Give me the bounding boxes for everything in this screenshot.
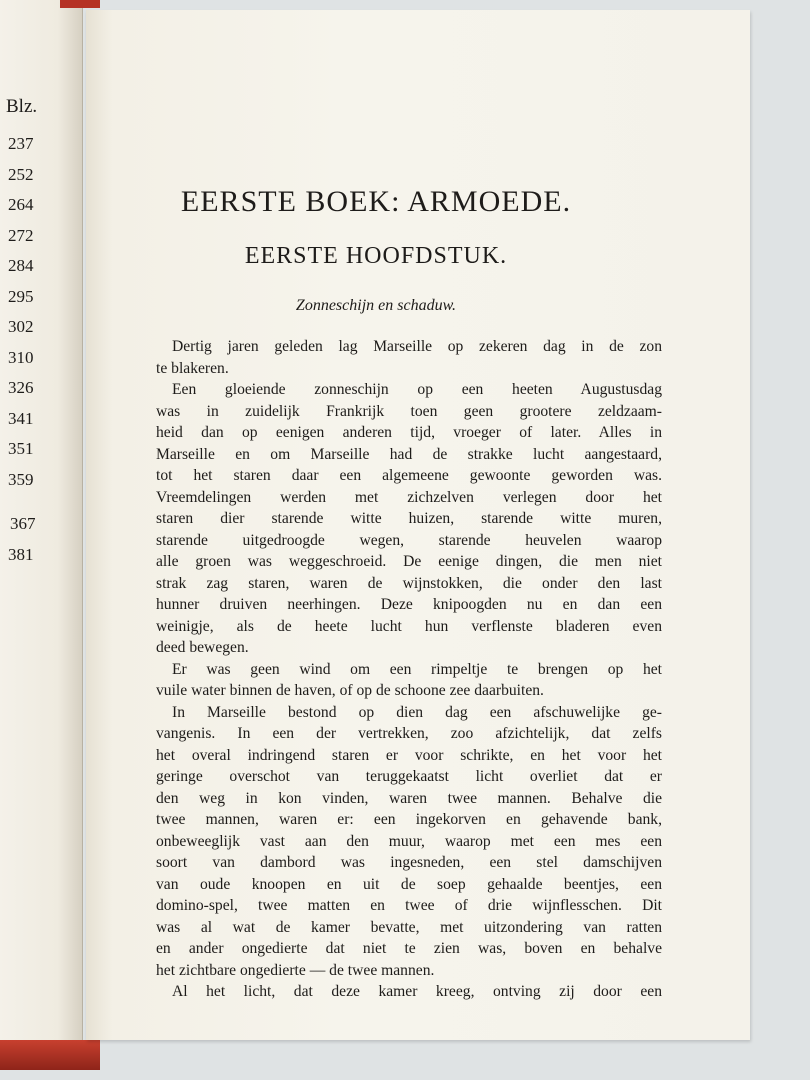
text-line: domino-spel, twee matten en twee of drie wijnflesschen. Dit [156,897,662,914]
text-line: heid dan op eenigen anderen tijd, vroeger of later. Alles in [156,424,662,441]
text-line: en ander ongedierte dat niet te zien was, boven en behalve [156,940,662,957]
text-line: twee mannen, waren er: een ingekorven en gehavende bank, [156,811,662,828]
text-line: weinigje, als de heete lucht hun verflenste bladeren even [156,617,662,635]
toc-page-number: 302 [8,317,34,336]
text-line: starende uitgedroogde wegen, starende heuvelen waarop [156,531,662,549]
text-line: soort van dambord was ingesneden, een stel damschijven [156,854,662,871]
toc-page-number: 284 [8,256,34,275]
toc-page-number: 359 [8,469,34,489]
toc-page-number: 351 [8,439,34,458]
text-line: den weg in kon vinden, waren twee mannen. Behalve die [156,789,662,807]
text-line: In Marseille bestond op dien dag een afschuwelijke ge- [172,703,662,721]
toc-page-header: Blz. [6,96,38,117]
text-line: geringe overschot van teruggekaatst licht overliet dat er [156,768,662,785]
toc-page-number: 326 [8,378,34,397]
chapter-title: EERSTE HOOFDSTUK. [244,243,508,269]
text-line: onbeweeglijk vast aan den muur, waarop met een mes een [156,832,662,850]
text-line: hunner druiven neerhingen. Deze knipoogden nu en dan een [156,596,662,613]
text-line: vuile water binnen de haven, of op de schoone zee daarbuiten. [156,682,544,699]
text-line: was al wat de kamer bevatte, met uitzondering van ratten [156,918,662,936]
toc-page-number: 272 [8,225,34,245]
text-line: Dertig jaren geleden lag Marseille op zekeren dag in de zon [172,338,662,355]
text-line: alle groen was weggeschroeid. De eenige dingen, die men niet [156,553,662,570]
text-line: Vreemdelingen werden met zichzelven verlegen door het [156,488,662,506]
toc-page-numbers [8,129,36,570]
toc-page-number: 295 [8,286,34,306]
toc-page-number: 341 [8,408,34,428]
book-cover-edge [60,0,100,8]
body-text [156,336,662,1003]
text-line: staren dier starende witte huizen, starende witte muren, [156,510,662,527]
text-line: het zichtbare ongedierte — de twee mannen. [156,961,435,979]
text-line: Er was geen wind om een rimpeltje te brengen op het [172,660,662,678]
text-line: was in zuidelijk Frankrijk toen geen grootere zeldzaam- [156,402,662,420]
text-line: deed bewegen. [156,639,249,656]
toc-page-number: 237 [8,134,34,153]
book-cover-edge [0,1040,100,1070]
text-line: strak zag staren, waren de wijnstokken, die onder den last [156,574,662,592]
chapter-subtitle: Zonneschijn en schaduw. [295,297,457,314]
text-line: Een gloeiende zonneschijn op een heeten Augustusdag [172,381,662,398]
text-line: het overal indringend staren er voor schrikte, en het voor het [156,746,662,764]
toc-page-number: 252 [8,164,34,184]
book-title: EERSTE BOEK: ARMOEDE. [180,185,572,218]
toc-page-number: 310 [8,347,34,367]
text-line: tot het staren daar een algemeene gewoonte geworden was. [156,467,662,484]
book-page [86,10,750,1040]
toc-page-number: 264 [8,195,34,214]
text-line: van oude knoopen en uit de soep gehaalde beentjes, een [156,875,662,893]
text-line: Al het licht, dat deze kamer kreeg, ontving zij door een [172,983,662,1000]
text-line: te blakeren. [156,359,229,377]
previous-page [0,0,83,1050]
text-line: Marseille en om Marseille had de strakke lucht aangestaard, [156,445,662,463]
toc-page-number: 381 [8,544,34,564]
toc-page-number: 367 [10,514,36,533]
text-line: vangenis. In een der vertrekken, zoo afzichtelijk, dat zelfs [156,725,662,742]
